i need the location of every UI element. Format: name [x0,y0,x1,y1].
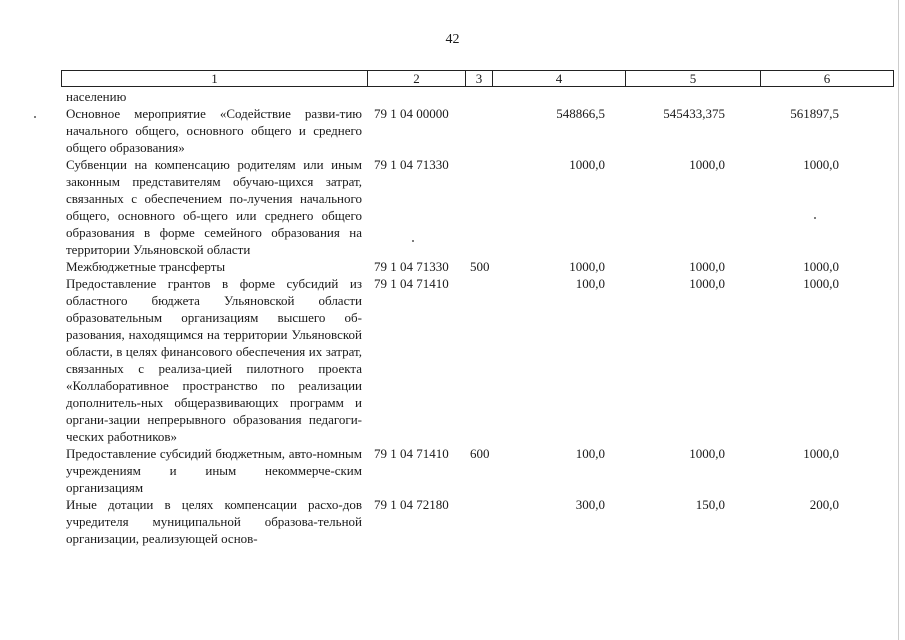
row-name: Предоставление грантов в форме субсидий из областного бюджета Ульяновской области образовательным организациям высшего об-разования, находящимся на территории Ульяновской области, в целях финансового обеспечения их затрат, связанных с реализа-цией пилотного проекта «Коллаборативное пространство по реализации дополнитель-ных общеразвивающих программ и органи-зации непрерывного образования педагоги-ческих работников» [66,276,362,444]
row-value-4: 300,0 [575,497,605,512]
row-value-6: 200,0 [809,497,839,512]
scan-speck [814,217,816,219]
row-name: Иные дотации в целях компенсации расхо-дов учредителя муниципальной образова-тельной организации, реализующей основ- [66,497,362,546]
row-code: 79 1 04 71410 [374,446,449,461]
row-code: 79 1 04 71410 [374,276,449,291]
row-value-5: 1000,0 [689,259,725,274]
table-body [0,88,905,547]
row-value-4: 1000,0 [569,157,605,172]
row-value-4: 100,0 [575,276,605,291]
row-type: 500 [470,259,490,274]
header-col-4: 4 [493,71,626,86]
row-name: Межбюджетные трансферты [66,259,226,274]
table-row [0,496,905,547]
row-value-6: 1000,0 [803,276,839,291]
row-value-6: 561897,5 [790,106,839,121]
row-name: населению [66,89,127,104]
page-number: 42 [445,32,460,47]
row-value-5: 150,0 [695,497,725,512]
row-value-5: 545433,375 [663,106,725,121]
row-value-6: 1000,0 [803,157,839,172]
table-row [0,258,905,275]
header-col-2: 2 [368,71,466,86]
row-value-4: 1000,0 [569,259,605,274]
table-row [0,88,905,105]
row-type: 600 [470,446,490,461]
row-value-6: 1000,0 [803,446,839,461]
scan-speck [34,116,36,118]
header-col-5: 5 [626,71,761,86]
header-col-3: 3 [466,71,493,86]
header-col-6: 6 [823,71,831,86]
row-code: 79 1 04 72180 [374,497,449,512]
row-name: Основное мероприятие «Содействие разви-тию начального общего, основного общего и среднего общего образования» [66,106,362,155]
row-code: 79 1 04 71330 [374,157,449,172]
row-name: Предоставление субсидий бюджетным, авто-номным учреждениям и иным некоммерче-ским организациям [66,446,362,495]
table-row [0,275,905,445]
table-row [0,156,905,258]
row-value-5: 1000,0 [689,157,725,172]
row-code: 79 1 04 00000 [374,106,449,121]
row-code: 79 1 04 71330 [374,259,449,274]
row-value-4: 548866,5 [556,106,605,121]
row-value-6: 1000,0 [803,259,839,274]
table-row [0,105,905,156]
scan-speck [412,240,414,242]
row-value-5: 1000,0 [689,276,725,291]
table-row [0,445,905,496]
row-value-4: 100,0 [575,446,605,461]
row-name: Субвенции на компенсацию родителям или иным законным представителям обучаю-щихся затрат, связанных с обеспечением по-лучения начального общего, основного об-щего или среднего общего образования в форме семейного образования на территории Ульяновской области [66,157,362,257]
header-col-1: 1 [62,71,368,86]
table-header [61,70,894,87]
row-value-5: 1000,0 [689,446,725,461]
